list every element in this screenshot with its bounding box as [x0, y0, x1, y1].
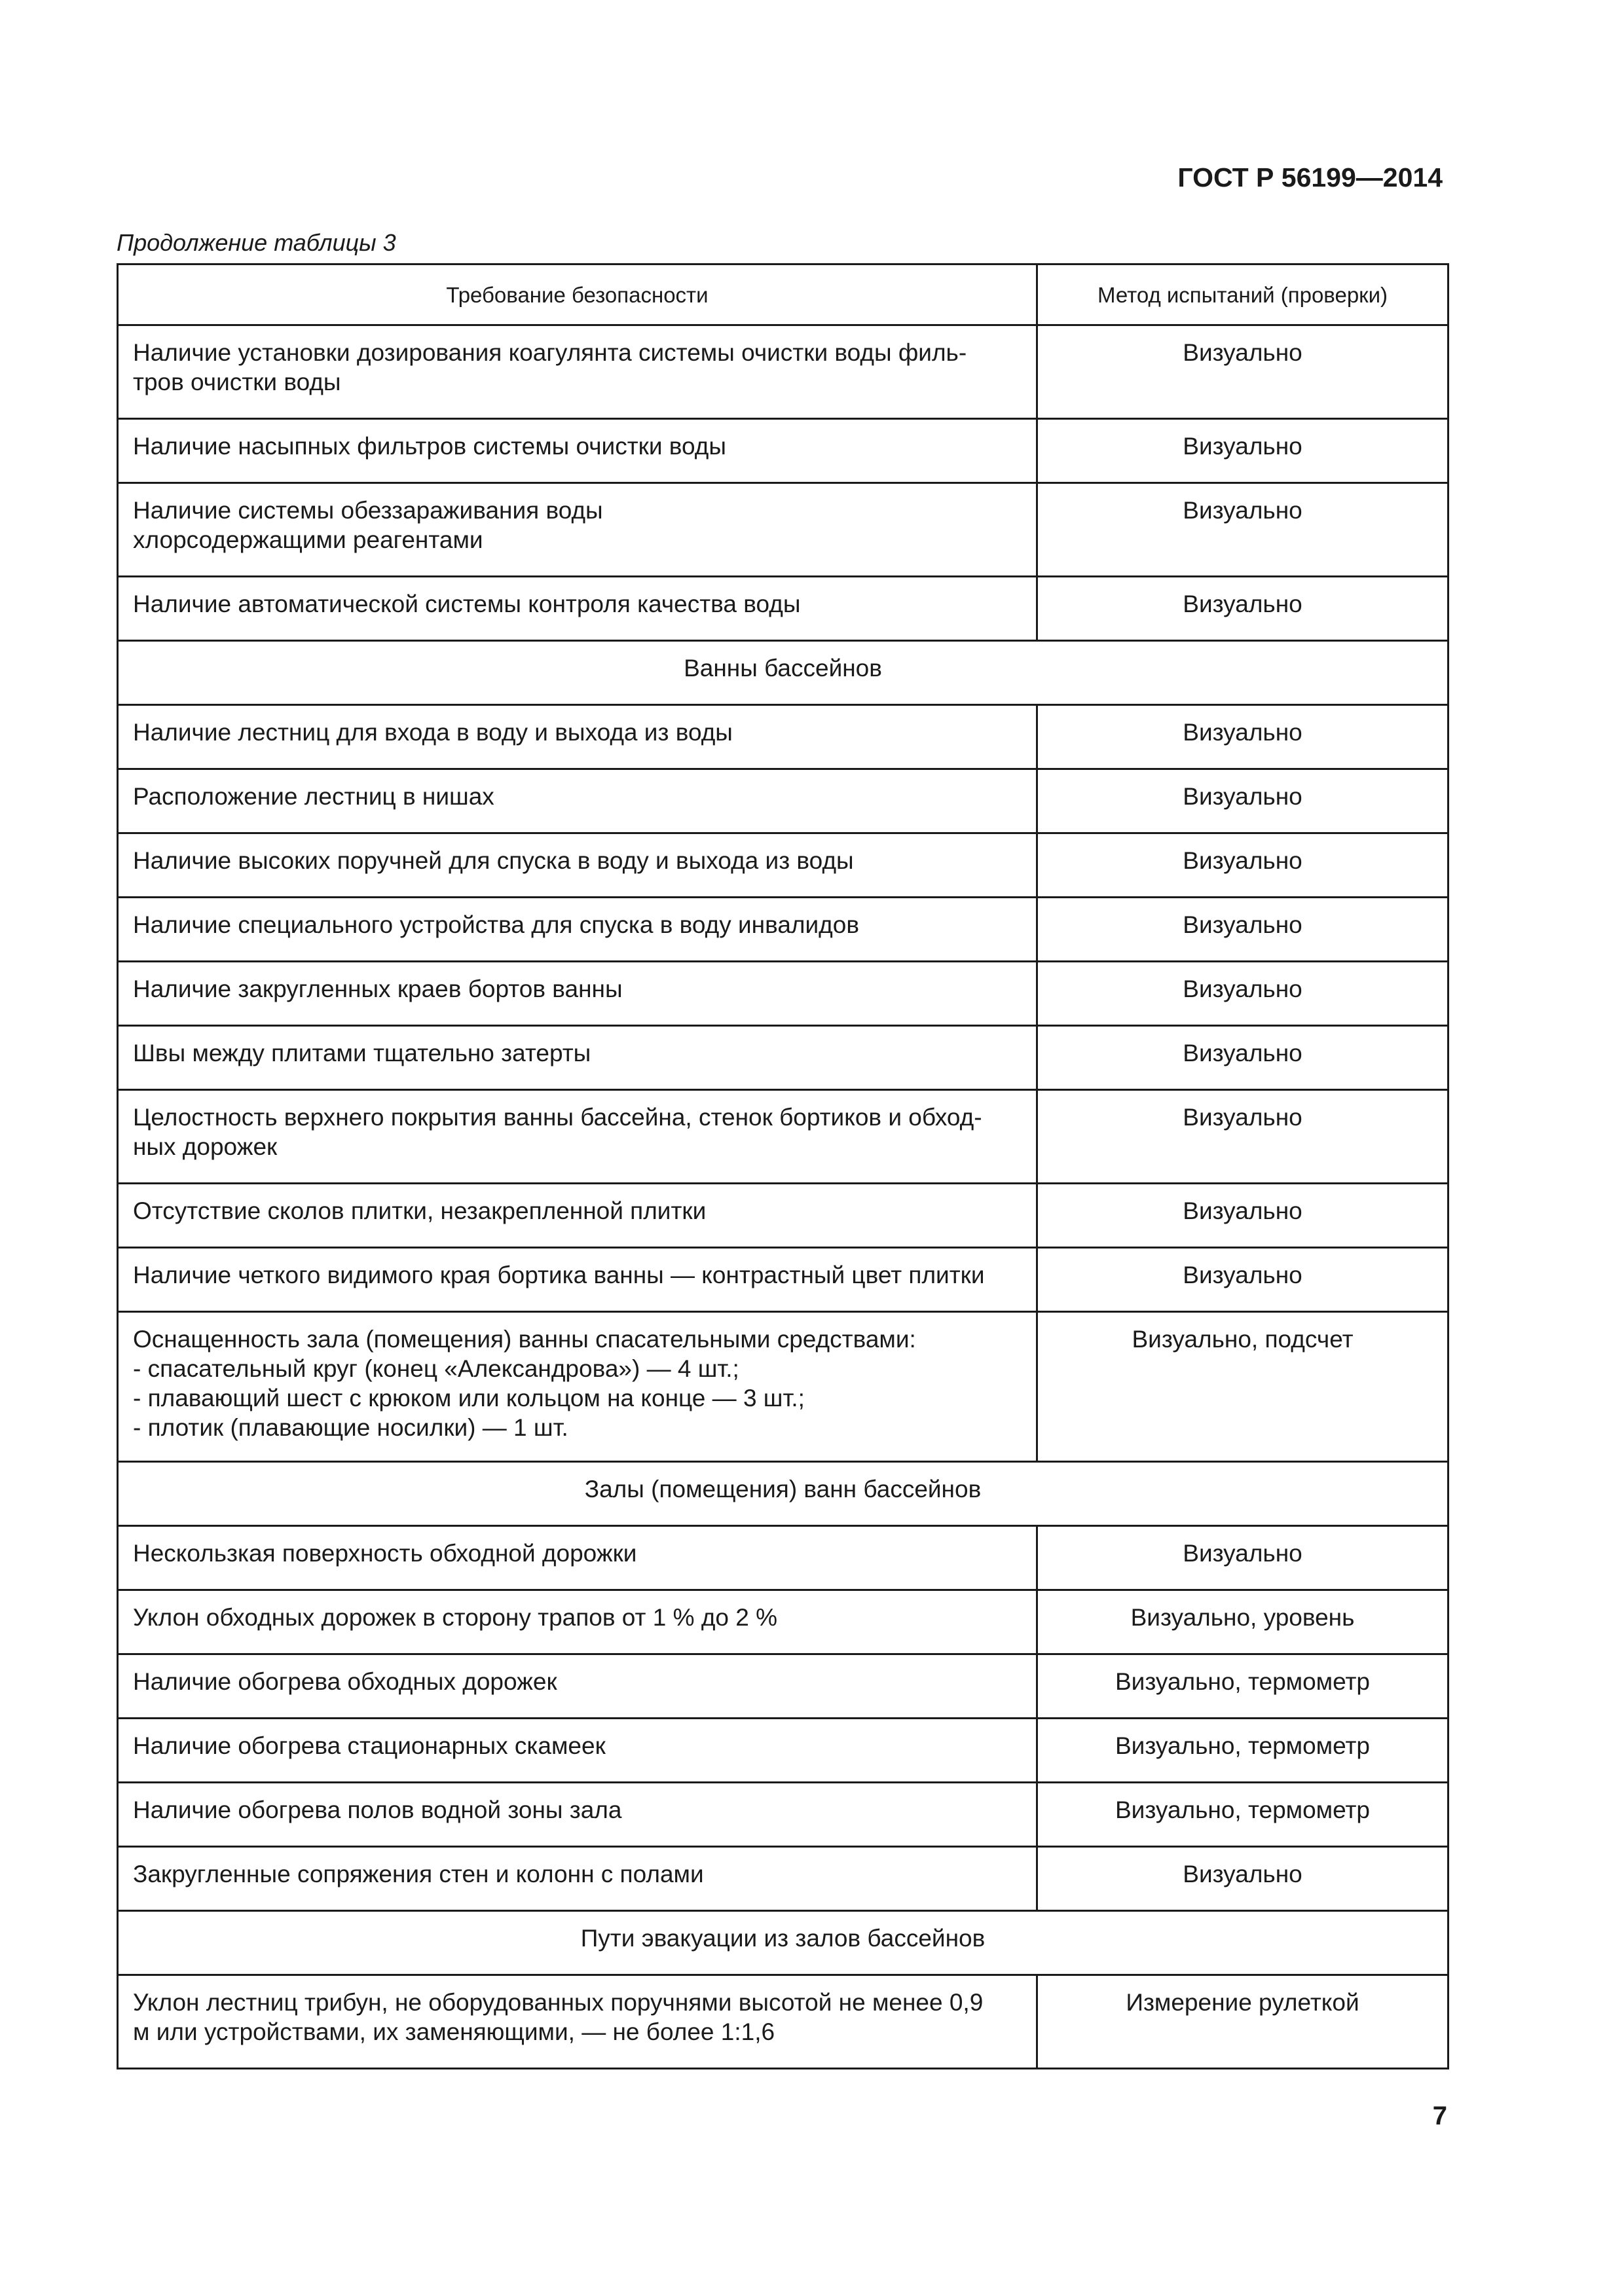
table-row: [118, 898, 1449, 962]
table-row: [118, 833, 1449, 898]
requirement-cell: Наличие насыпных фильтров системы очистки воды: [118, 419, 1037, 483]
requirement-cell: Наличие высоких поручней для спуска в воду и выхода из воды: [118, 833, 1037, 898]
table-header-row: [118, 264, 1449, 325]
method-cell: Визуально: [1037, 577, 1449, 641]
column-header-method: Метод испытаний (проверки): [1037, 264, 1449, 325]
table-row: [118, 1719, 1449, 1783]
safety-requirements-table: [117, 263, 1449, 2069]
table-row: [118, 1026, 1449, 1090]
requirement-cell: Закругленные сопряжения стен и колонн с полами: [118, 1847, 1037, 1911]
table-row: [118, 705, 1449, 769]
table-continuation-caption: Продолжение таблицы 3: [117, 229, 396, 256]
table-row: [118, 962, 1449, 1026]
method-cell: Визуально: [1037, 1847, 1449, 1911]
method-cell: Визуально: [1037, 419, 1449, 483]
table-row: [118, 1090, 1449, 1184]
table-row: [118, 419, 1449, 483]
method-cell: Визуально: [1037, 1090, 1449, 1184]
table-row: [118, 1312, 1449, 1462]
method-cell: Визуально, термометр: [1037, 1654, 1449, 1719]
method-cell: Визуально: [1037, 962, 1449, 1026]
table-row: [118, 1654, 1449, 1719]
requirement-cell: Уклон лестниц трибун, не оборудованных поручнями высотой не менее 0,9 м или устройствами, их заменяющими, — не более 1:1,6: [118, 1975, 1037, 2069]
method-cell: Визуально: [1037, 1248, 1449, 1312]
section-title: Залы (помещения) ванн бассейнов: [118, 1462, 1449, 1526]
requirement-cell: Наличие обогрева полов водной зоны зала: [118, 1783, 1037, 1847]
requirement-cell: Целостность верхнего покрытия ванны бассейна, стенок бортиков и обход- ных дорожек: [118, 1090, 1037, 1184]
method-cell: Измерение рулеткой: [1037, 1975, 1449, 2069]
requirement-cell: Наличие четкого видимого края бортика ванны — контрастный цвет плитки: [118, 1248, 1037, 1312]
requirement-cell: Наличие обогрева стационарных скамеек: [118, 1719, 1037, 1783]
table-row: [118, 325, 1449, 419]
table-row: [118, 1590, 1449, 1654]
requirement-cell: Уклон обходных дорожек в сторону трапов от 1 % до 2 %: [118, 1590, 1037, 1654]
method-cell: Визуально, уровень: [1037, 1590, 1449, 1654]
section-header-row: [118, 1462, 1449, 1526]
requirement-cell: Наличие автоматической системы контроля качества воды: [118, 577, 1037, 641]
column-header-requirement: Требование безопасности: [118, 264, 1037, 325]
requirement-cell: Наличие системы обеззараживания воды хлорсодержащими реагентами: [118, 483, 1037, 577]
requirement-cell: Расположение лестниц в нишах: [118, 769, 1037, 833]
section-header-row: [118, 1911, 1449, 1975]
method-cell: Визуально: [1037, 898, 1449, 962]
section-header-row: [118, 641, 1449, 705]
requirement-cell: Наличие лестниц для входа в воду и выхода из воды: [118, 705, 1037, 769]
table-row: [118, 769, 1449, 833]
method-cell: Визуально, термометр: [1037, 1719, 1449, 1783]
method-cell: Визуально: [1037, 1526, 1449, 1590]
method-cell: Визуально: [1037, 705, 1449, 769]
requirement-cell: Наличие закругленных краев бортов ванны: [118, 962, 1037, 1026]
requirement-cell: Оснащенность зала (помещения) ванны спасательными средствами: - спасательный круг (конец «Александрова») — 4 шт.; - плавающий шест с крюком или кольцом на конце — 3 шт.; - плотик (плавающие носилки) — 1 шт.: [118, 1312, 1037, 1462]
requirement-cell: Отсутствие сколов плитки, незакрепленной плитки: [118, 1184, 1037, 1248]
method-cell: Визуально: [1037, 769, 1449, 833]
table-body: [118, 325, 1449, 2069]
table-row: [118, 1975, 1449, 2069]
table-row: [118, 1783, 1449, 1847]
method-cell: Визуально: [1037, 833, 1449, 898]
section-title: Ванны бассейнов: [118, 641, 1449, 705]
method-cell: Визуально: [1037, 1184, 1449, 1248]
table-row: [118, 577, 1449, 641]
section-title: Пути эвакуации из залов бассейнов: [118, 1911, 1449, 1975]
table-row: [118, 1526, 1449, 1590]
table-row: [118, 1847, 1449, 1911]
table-row: [118, 1248, 1449, 1312]
table-row: [118, 1184, 1449, 1248]
standard-designation: ГОСТ Р 56199—2014: [1177, 162, 1443, 192]
method-cell: Визуально: [1037, 1026, 1449, 1090]
requirement-cell: Швы между плитами тщательно затерты: [118, 1026, 1037, 1090]
method-cell: Визуально: [1037, 325, 1449, 419]
requirement-cell: Нескользкая поверхность обходной дорожки: [118, 1526, 1037, 1590]
requirement-cell: Наличие специального устройства для спуска в воду инвалидов: [118, 898, 1037, 962]
method-cell: Визуально, подсчет: [1037, 1312, 1449, 1462]
requirement-cell: Наличие обогрева обходных дорожек: [118, 1654, 1037, 1719]
requirement-cell: Наличие установки дозирования коагулянта системы очистки воды филь- тров очистки воды: [118, 325, 1037, 419]
table-row: [118, 483, 1449, 577]
method-cell: Визуально, термометр: [1037, 1783, 1449, 1847]
method-cell: Визуально: [1037, 483, 1449, 577]
page-number: 7: [1432, 2102, 1447, 2130]
